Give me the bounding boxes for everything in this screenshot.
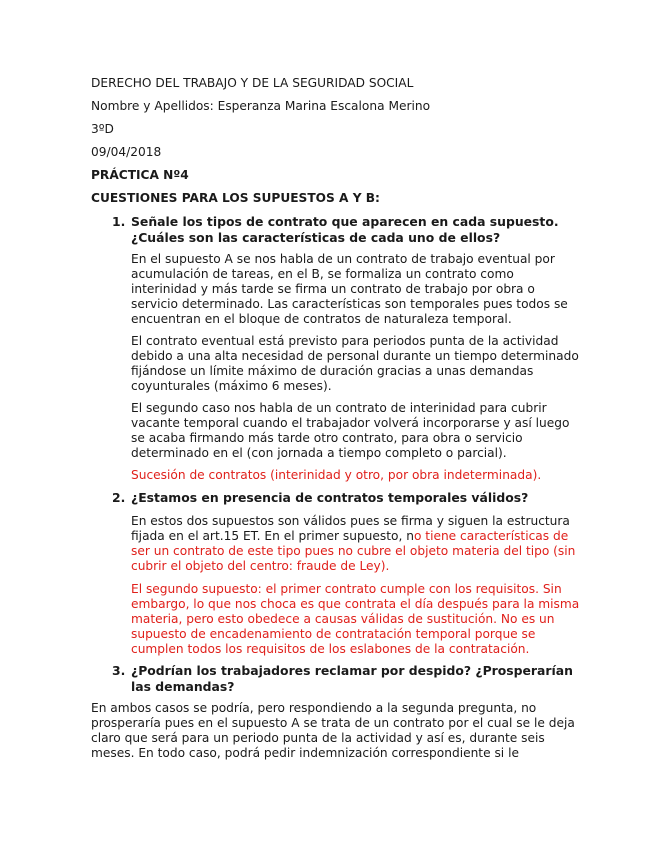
question-1-line-1: Señale los tipos de contrato que aparecen en cada supuesto. (131, 214, 559, 229)
answer-3-paragraph-1 (91, 701, 576, 761)
group-label: 3ºD (91, 122, 114, 136)
student-name: Nombre y Apellidos: Esperanza Marina Escalona Merino (91, 99, 431, 113)
text-line: se acaba firmando más tarde otro contrato, para obra o servicio (131, 431, 523, 445)
text-line: En estos dos supuestos son válidos pues se firma y siguen la estructura (131, 514, 570, 528)
text-line: cumplen todos los requisitos de los eslabones de la contratación. (131, 642, 530, 656)
text-line: servicio determinado. Las características son temporales pues todos se (131, 297, 568, 311)
answer-1-paragraph-2 (131, 334, 581, 394)
practice-title: PRÁCTICA Nº4 (91, 168, 189, 182)
text-line: El segundo caso nos habla de un contrato de interinidad para cubrir (131, 401, 547, 415)
question-2-line-1: ¿Estamos en presencia de contratos temporales válidos? (131, 490, 529, 505)
text-line: claro que será para un periodo punta de la actividad y así es, durante seis (91, 731, 545, 745)
question-3-line-2: las demandas? (131, 679, 235, 694)
date-label: 09/04/2018 (91, 145, 162, 159)
text-line: embargo, lo que nos choca es que contrata el día después para la misma (131, 597, 580, 611)
text-line: coyunturales (máximo 6 meses). (131, 379, 332, 393)
text-line: El segundo supuesto: el primer contrato cumple con los requisitos. Sin (131, 582, 562, 596)
answer-2-paragraph-2 (131, 582, 581, 657)
text-line: meses. En todo caso, podrá pedir indemnización correspondiente si le (91, 746, 519, 760)
text-line: debido a una alta necesidad de personal durante un tiempo determinado (131, 349, 579, 363)
text-line: El contrato eventual está previsto para periodos punta de la actividad (131, 334, 559, 348)
text-line: prosperaría pues en el supuesto A se trata de un contrato por el cual se le deja (91, 716, 575, 730)
correction-line: ser un contrato de este tipo pues no cubre el objeto materia del tipo (sin (131, 544, 576, 558)
text-line: En ambos casos se podría, pero respondiendo a la segunda pregunta, no (91, 701, 537, 715)
question-3-number: 3. (112, 663, 126, 678)
text-line: fijándose un límite máximo de duración gracias a unas demandas (131, 364, 534, 378)
answer-1-teacher-note: Sucesión de contratos (interinidad y otro, por obra indeterminada). (131, 468, 542, 482)
text-segment: fijada en el art.15 ET. En el primer supuesto, n (131, 529, 414, 543)
section-title: CUESTIONES PARA LOS SUPUESTOS A Y B: (91, 191, 380, 205)
correction-segment: o tiene características de (413, 529, 569, 543)
text-line: determinado en el (con jornada a tiempo completo o parcial). (131, 446, 507, 460)
correction-line: cubrir el objeto del centro: fraude de Ley). (131, 559, 390, 573)
question-3-line-1: ¿Podrían los trabajadores reclamar por despido? ¿Prosperarían (131, 663, 573, 678)
text-line: encuentran en el bloque de contratos de naturaleza temporal. (131, 312, 512, 326)
question-1-number: 1. (112, 214, 126, 229)
text-line-mixed (131, 529, 581, 544)
text-line: supuesto de encadenamiento de contratación temporal porque se (131, 627, 536, 641)
text-line: vacante temporal cuando el trabajador volverá incorporarse y así luego (131, 416, 570, 430)
text-line: En el supuesto A se nos habla de un contrato de trabajo eventual por (131, 252, 555, 266)
question-2-number: 2. (112, 490, 126, 505)
subject-line: DERECHO DEL TRABAJO Y DE LA SEGURIDAD SOCIAL (91, 76, 414, 90)
text-line: interinidad y más tarde se firma un contrato de trabajo por obra o (131, 282, 535, 296)
question-1-line-2: ¿Cuáles son las características de cada uno de ellos? (131, 230, 501, 245)
text-line: acumulación de tareas, en el B, se formaliza un contrato como (131, 267, 514, 281)
text-line: materia, pero esto obedece a causas válidas de sustitución. No es un (131, 612, 555, 626)
answer-2-paragraph-1 (131, 514, 581, 574)
answer-1-paragraph-1 (131, 252, 581, 327)
answer-1-paragraph-3 (131, 401, 581, 461)
